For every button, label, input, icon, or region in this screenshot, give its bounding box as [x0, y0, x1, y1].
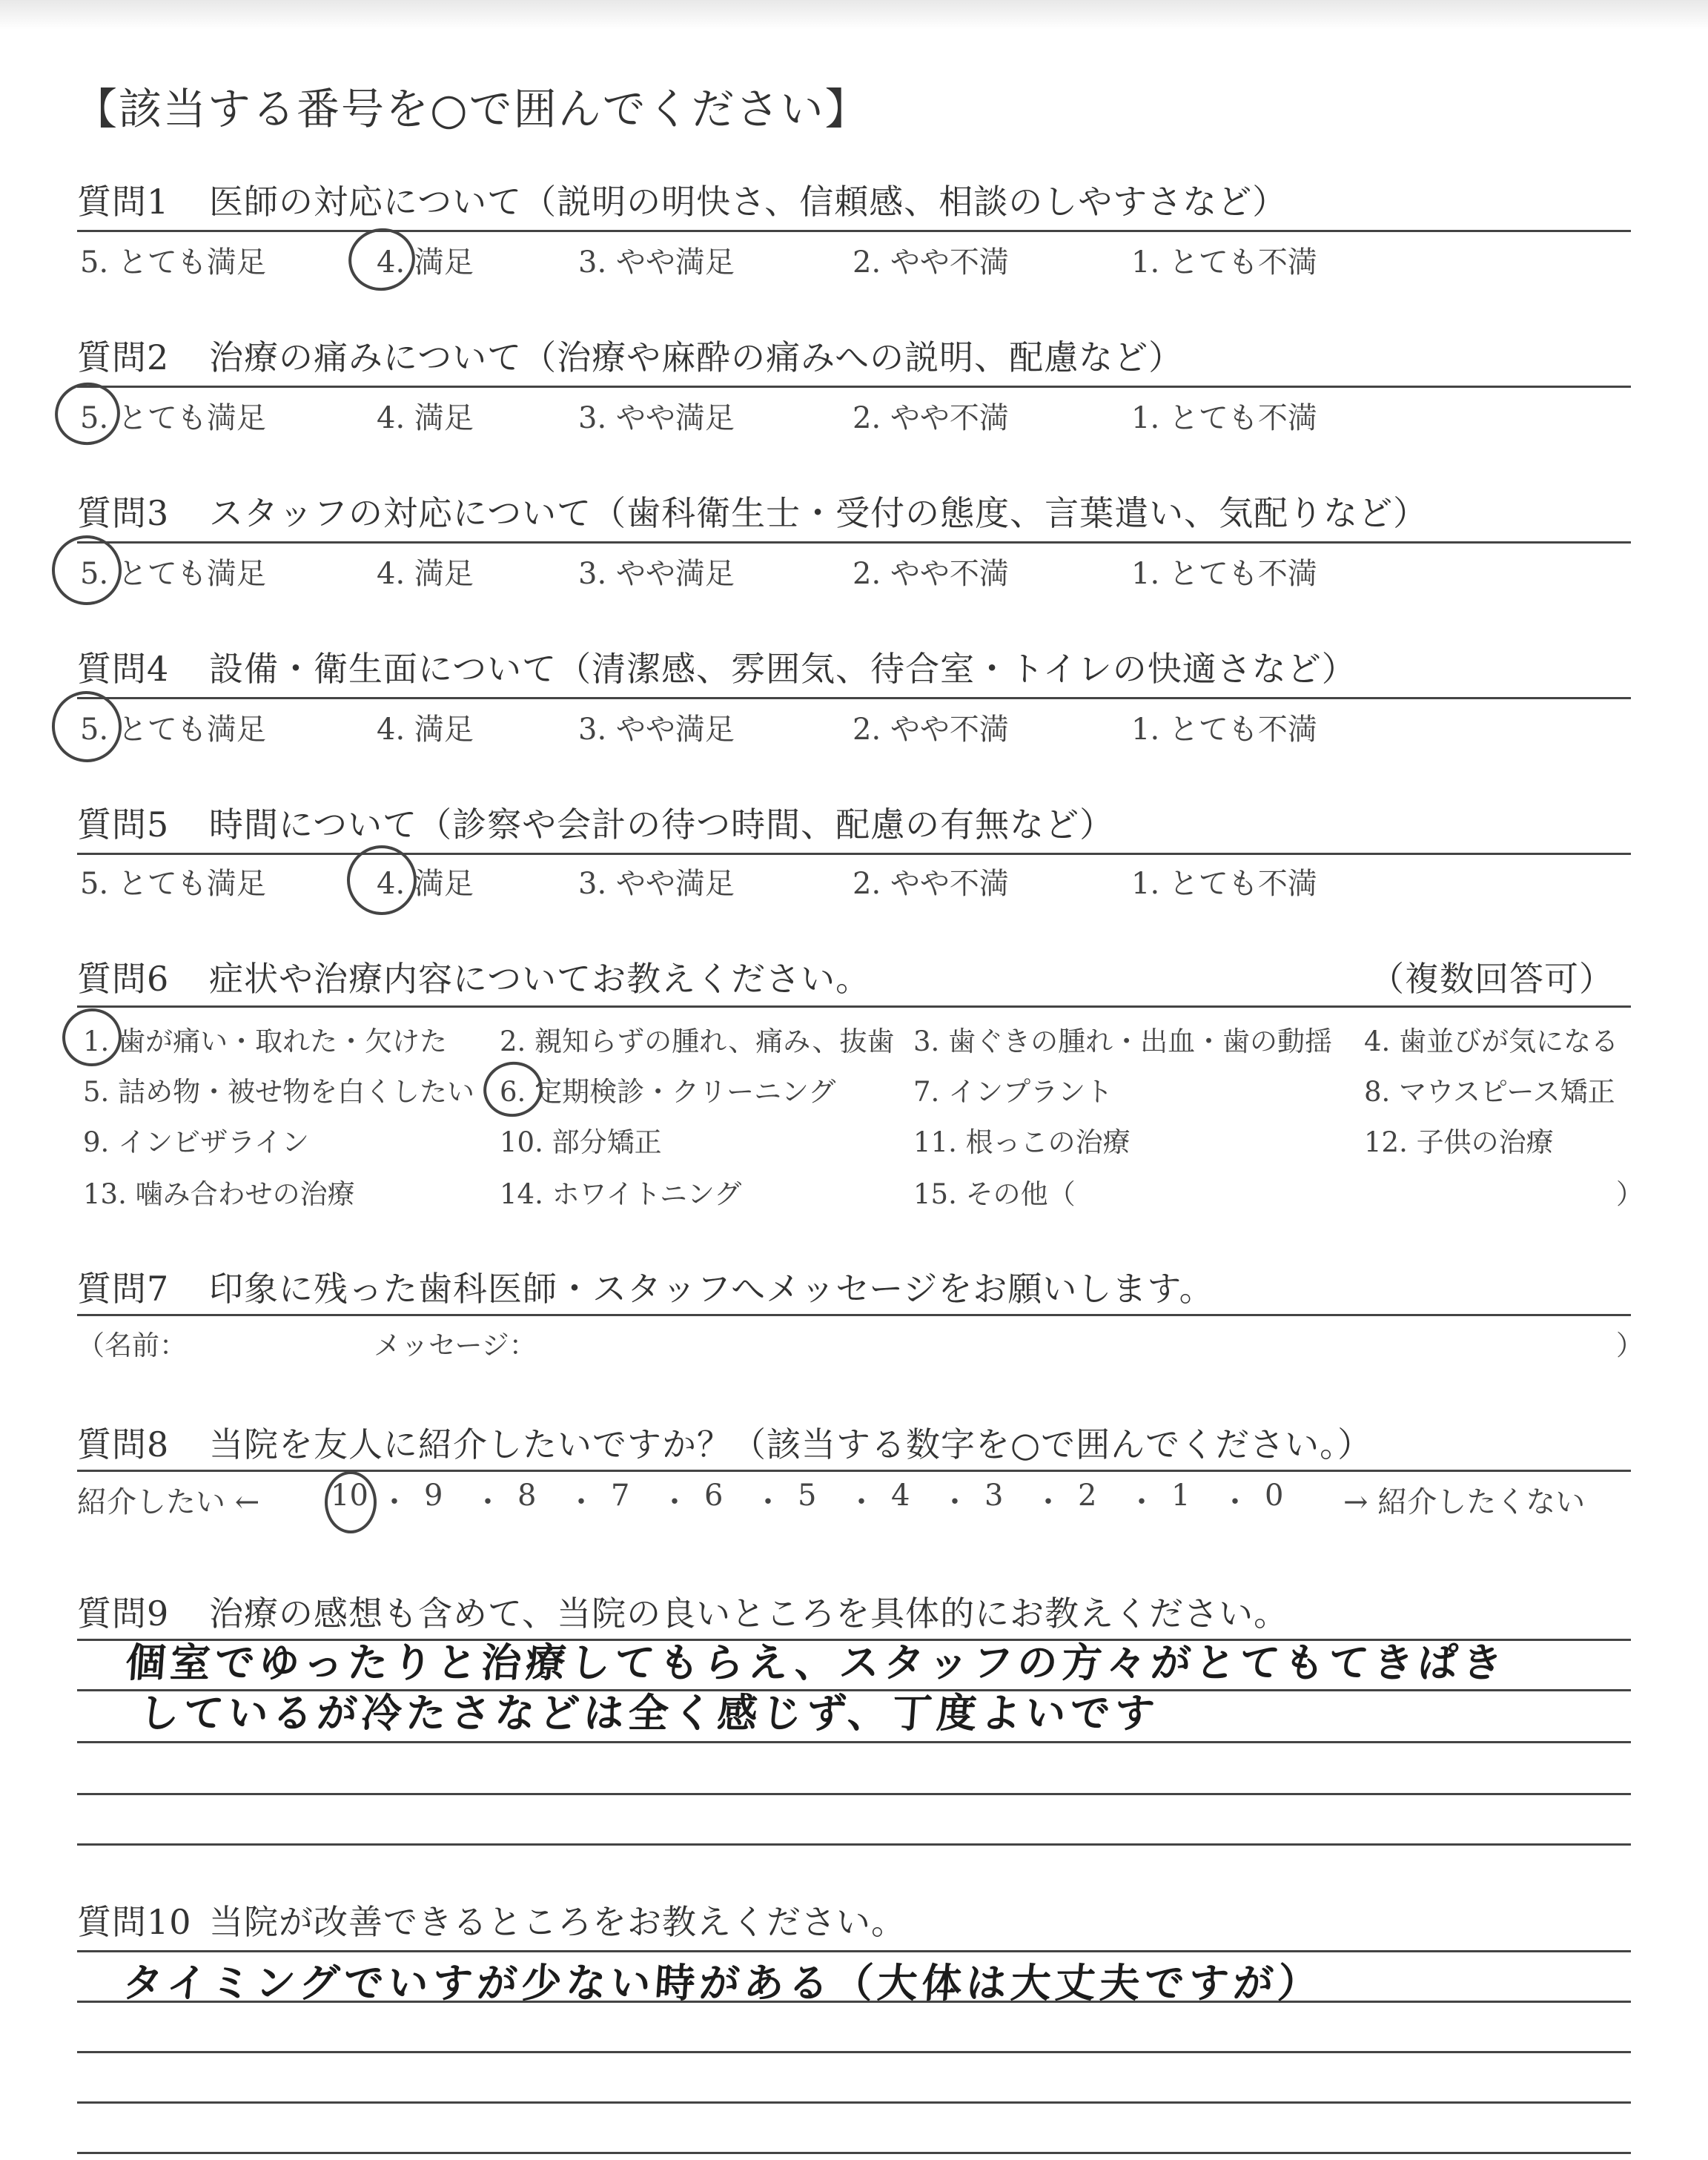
handwritten-answer-line: しているが冷たさなどは全く感じず、丁度よいです: [137, 1690, 1161, 1737]
not-recommend-label: → 紹介したくない: [1343, 1485, 1586, 1519]
rule: [77, 386, 1631, 388]
q6-other-close: ）: [1616, 1178, 1644, 1210]
scale-value-0[interactable]: 0: [1265, 1479, 1284, 1513]
q6-item-14[interactable]: 14. ホワイトニング: [500, 1178, 742, 1210]
question-4: 質問4 設備・衛生面について（清潔感、雰囲気、待合室・トイレの快適さなど）: [77, 649, 1357, 689]
q4-option-4[interactable]: 4. 満足: [377, 713, 474, 747]
scale-value-5[interactable]: 5: [798, 1479, 817, 1513]
scale-value-2[interactable]: 2: [1078, 1479, 1097, 1513]
question-10: 質問10 当院が改善できるところをお教えください。: [77, 1902, 906, 1942]
scale-separator: ・: [847, 1485, 876, 1519]
scale-separator: ・: [1220, 1485, 1250, 1519]
q2-option-4[interactable]: 4. 満足: [377, 401, 474, 435]
rule: [77, 1470, 1631, 1472]
scale-value-6[interactable]: 6: [704, 1479, 724, 1513]
scale-value-8[interactable]: 8: [517, 1479, 537, 1513]
question-6: 質問6 症状や治療内容についてお教えください。: [77, 959, 871, 999]
rule: [77, 2101, 1631, 2104]
q5-option-3[interactable]: 3. やや満足: [578, 867, 735, 901]
question-8: 質問8 当院を友人に紹介したいですか？（該当する数字を○で囲んでください。）: [77, 1424, 1373, 1464]
scan-edge: [0, 0, 1708, 30]
q6-item-7[interactable]: 7. インプラント: [913, 1076, 1113, 1108]
q4-option-1[interactable]: 1. とても不満: [1131, 713, 1317, 747]
handwritten-answer-line: 個室でゆったりと治療してもらえ、スタッフの方々がとてもてきぱき: [124, 1639, 1509, 1686]
q6-item-3[interactable]: 3. 歯ぐきの腫れ・出血・歯の動揺: [913, 1025, 1333, 1057]
q6-item-9[interactable]: 9. インビザライン: [83, 1126, 309, 1158]
rule: [77, 230, 1631, 232]
q2-option-3[interactable]: 3. やや満足: [578, 401, 735, 435]
selection-circle: [340, 839, 423, 921]
scale-separator: ・: [1033, 1485, 1063, 1519]
scale-separator: ・: [660, 1485, 689, 1519]
handwritten-answer-line: タイミングでいすが少ない時がある（大体は大丈夫ですが）: [121, 1960, 1324, 2007]
q3-option-2[interactable]: 2. やや不満: [853, 557, 1009, 591]
q2-option-2[interactable]: 2. やや不満: [853, 401, 1009, 435]
rule: [77, 1741, 1631, 1743]
rule: [77, 2051, 1631, 2053]
message-close: ）: [1616, 1330, 1644, 1361]
selection-circle: [478, 1056, 548, 1122]
q4-option-5[interactable]: 5. とても満足: [80, 713, 266, 747]
scale-value-3[interactable]: 3: [984, 1479, 1004, 1513]
q6-item-11[interactable]: 11. 根っこの治療: [913, 1126, 1131, 1158]
scale-value-9[interactable]: 9: [424, 1479, 443, 1513]
q1-option-5[interactable]: 5. とても満足: [80, 245, 266, 280]
q6-item-4[interactable]: 4. 歯並びが気になる: [1364, 1025, 1619, 1057]
q5-option-5[interactable]: 5. とても満足: [80, 867, 266, 901]
scale-value-7[interactable]: 7: [611, 1479, 630, 1513]
scale-separator: ・: [473, 1485, 503, 1519]
q6-item-5[interactable]: 5. 詰め物・被せ物を白くしたい: [83, 1076, 475, 1108]
selection-circle: [325, 1471, 377, 1533]
rule: [77, 1793, 1631, 1795]
q3-option-1[interactable]: 1. とても不満: [1131, 557, 1317, 591]
q5-option-4[interactable]: 4. 満足: [377, 867, 474, 901]
selection-circle: [57, 1003, 127, 1072]
q6-item-15[interactable]: 15. その他（: [913, 1178, 1076, 1210]
rule: [77, 1843, 1631, 1846]
rule: [77, 541, 1631, 544]
scale-value-1[interactable]: 1: [1171, 1479, 1191, 1513]
q3-option-3[interactable]: 3. やや満足: [578, 557, 735, 591]
question-5: 質問5 時間について（診察や会計の待つ時間、配慮の有無など）: [77, 805, 1115, 845]
message-label: メッセージ：: [374, 1330, 537, 1361]
q1-option-3[interactable]: 3. やや満足: [578, 245, 735, 280]
q6-item-1[interactable]: 1. 歯が痛い・取れた・欠けた: [83, 1025, 448, 1057]
name-label: （名前：: [77, 1330, 187, 1361]
q6-item-2[interactable]: 2. 親知らずの腫れ、痛み、抜歯: [500, 1025, 895, 1057]
question-3: 質問3 スタッフの対応について（歯科衛生士・受付の態度、言葉遣い、気配りなど）: [77, 493, 1429, 533]
q2-option-1[interactable]: 1. とても不満: [1131, 401, 1317, 435]
q3-option-4[interactable]: 4. 満足: [377, 557, 474, 591]
scale-separator: ・: [753, 1485, 783, 1519]
rule: [77, 1314, 1631, 1316]
question-1: 質問1 医師の対応について（説明の明快さ、信頼感、相談のしやすさなど）: [77, 182, 1288, 222]
multiple-answers-note: （複数回答可）: [1370, 959, 1614, 999]
q1-option-1[interactable]: 1. とても不満: [1131, 245, 1317, 280]
rule: [77, 1005, 1631, 1008]
rule: [77, 853, 1631, 855]
q4-option-3[interactable]: 3. やや満足: [578, 713, 735, 747]
question-7: 質問7 印象に残った歯科医師・スタッフへメッセージをお願いします。: [77, 1269, 1214, 1309]
q1-option-4[interactable]: 4. 満足: [377, 245, 474, 280]
scale-value-10[interactable]: 10: [331, 1479, 368, 1513]
form-title: 【該当する番号を○で囲んでください】: [74, 84, 870, 134]
q1-option-2[interactable]: 2. やや不満: [853, 245, 1009, 280]
q5-option-2[interactable]: 2. やや不満: [853, 867, 1009, 901]
q6-item-8[interactable]: 8. マウスピース矯正: [1364, 1076, 1615, 1108]
rule: [77, 697, 1631, 699]
q6-item-10[interactable]: 10. 部分矯正: [500, 1126, 662, 1158]
scale-separator: ・: [380, 1485, 409, 1519]
scale-separator: ・: [1127, 1485, 1156, 1519]
question-2: 質問2 治療の痛みについて（治療や麻酔の痛みへの説明、配慮など）: [77, 337, 1184, 377]
scale-separator: ・: [566, 1485, 596, 1519]
recommend-label: 紹介したい ←: [77, 1485, 260, 1519]
q2-option-5[interactable]: 5. とても満足: [80, 401, 266, 435]
rule: [77, 2152, 1631, 2154]
q6-item-12[interactable]: 12. 子供の治療: [1364, 1126, 1554, 1158]
question-9: 質問9 治療の感想も含めて、当院の良いところを具体的にお教えください。: [77, 1593, 1289, 1634]
scale-value-4[interactable]: 4: [891, 1479, 910, 1513]
selection-circle: [342, 222, 420, 297]
scale-separator: ・: [940, 1485, 970, 1519]
q3-option-5[interactable]: 5. とても満足: [80, 557, 266, 591]
q4-option-2[interactable]: 2. やや不満: [853, 713, 1009, 747]
q5-option-1[interactable]: 1. とても不満: [1131, 867, 1317, 901]
q6-item-13[interactable]: 13. 噛み合わせの治療: [83, 1178, 355, 1210]
q6-item-6[interactable]: 6. 定期検診・クリーニング: [500, 1076, 836, 1108]
